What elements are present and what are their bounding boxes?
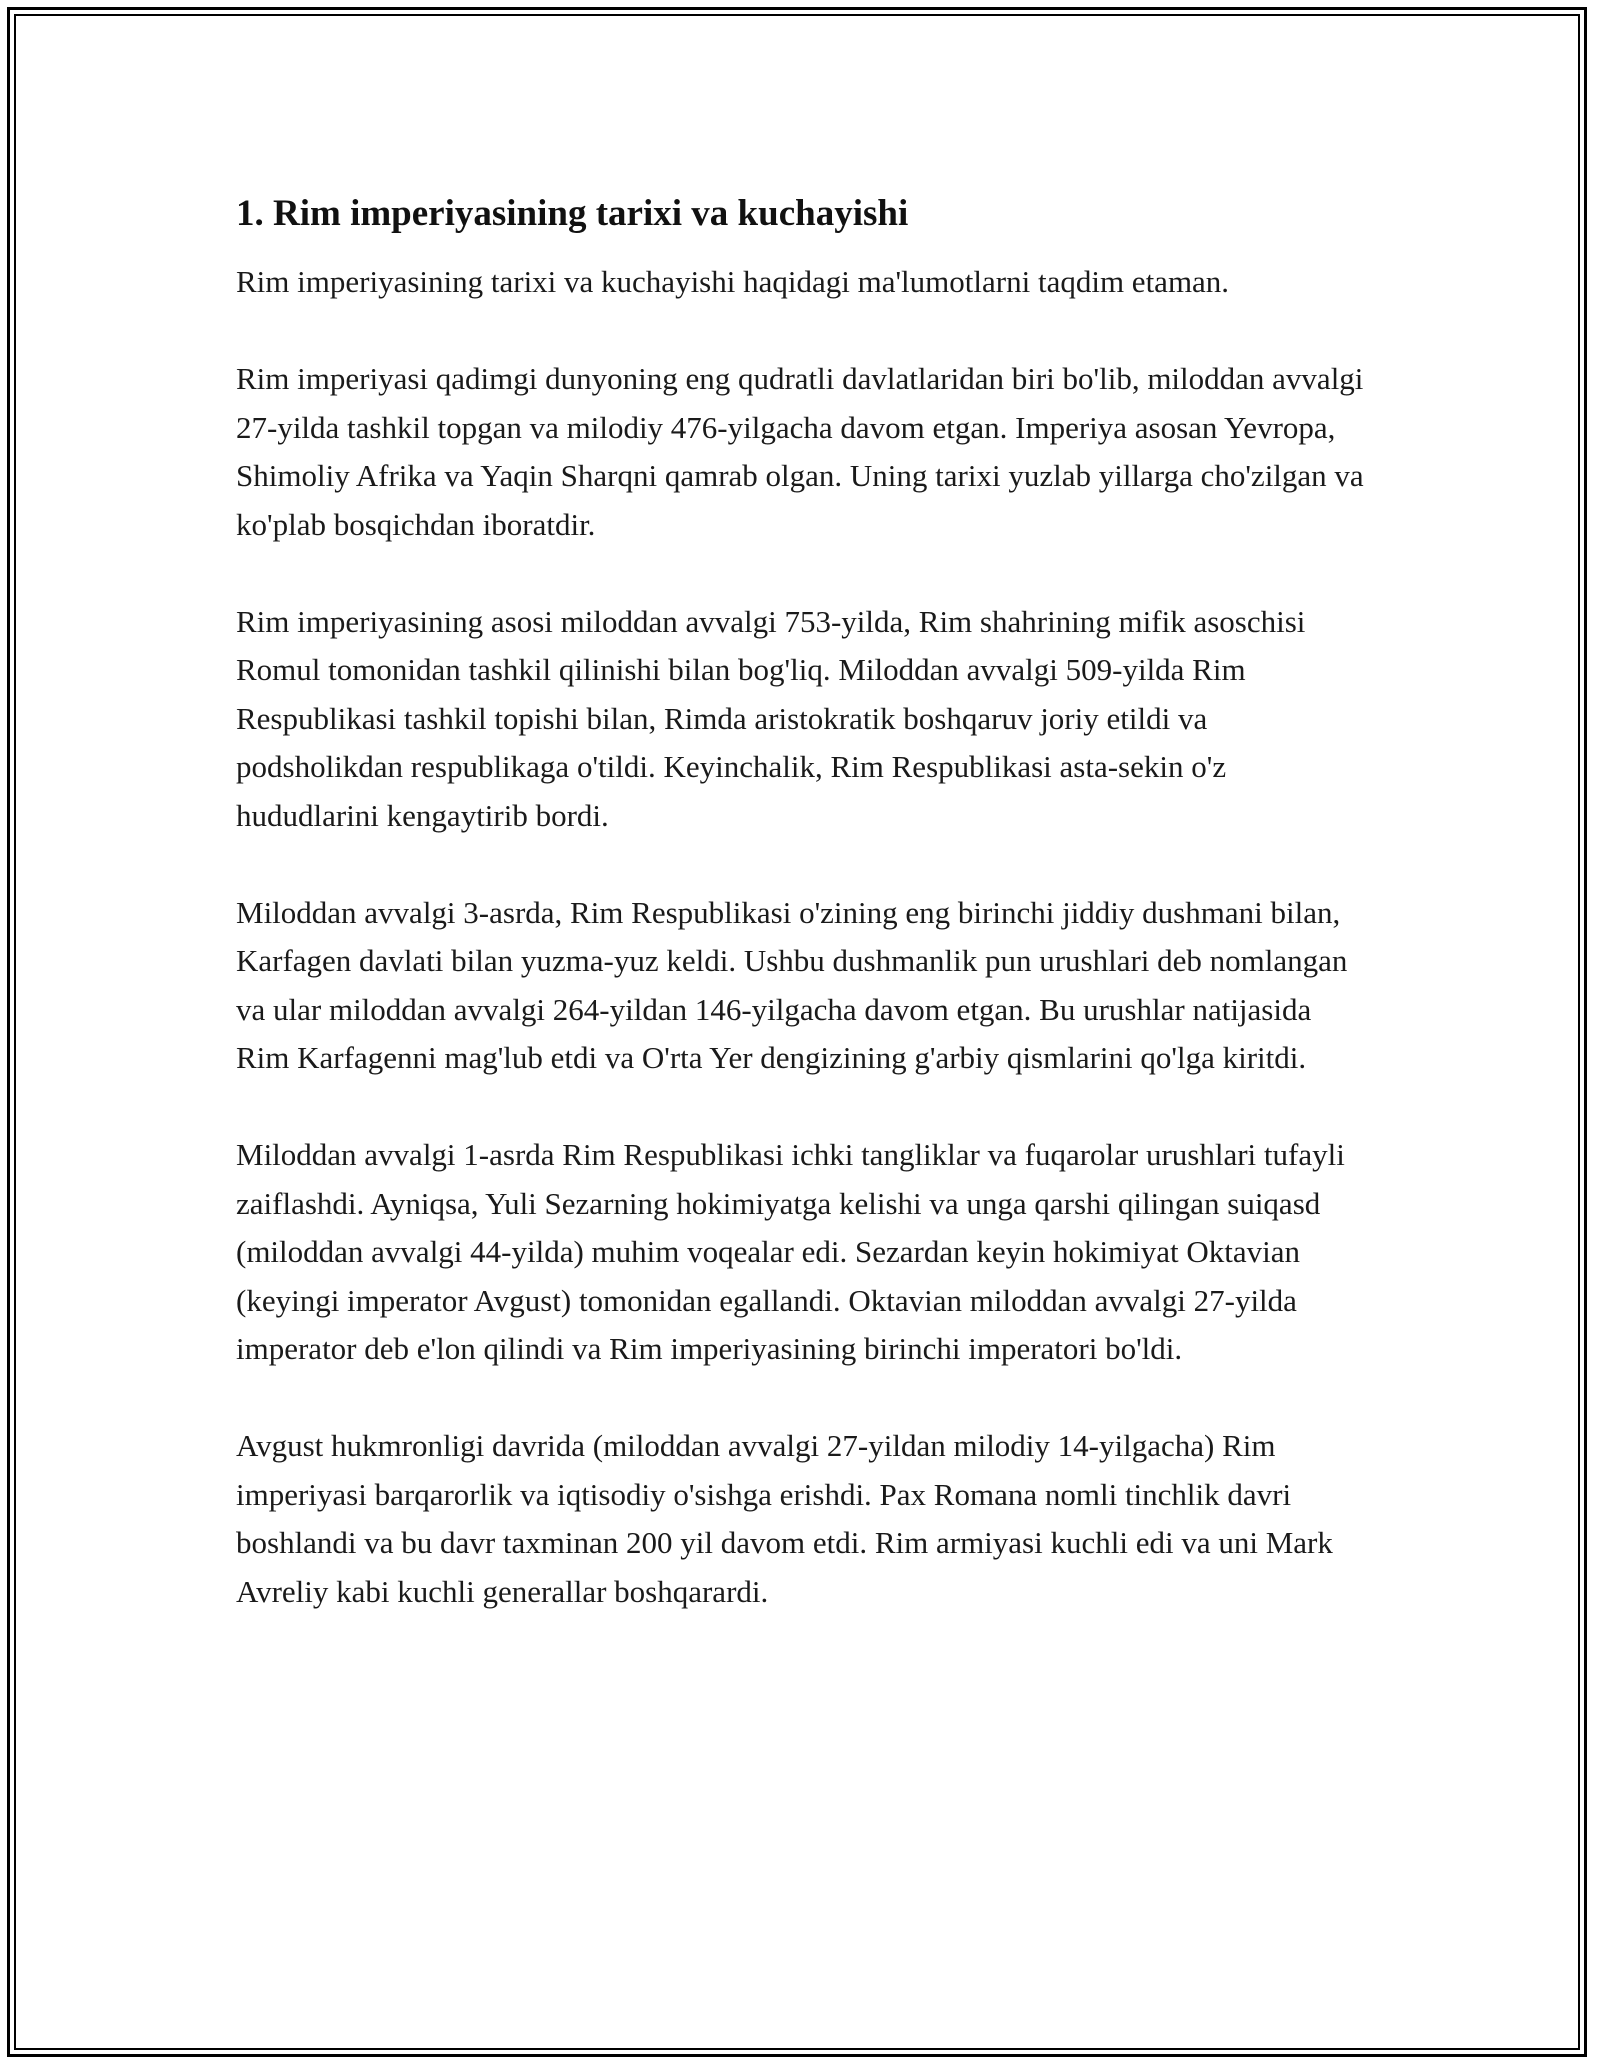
paragraph-civil-wars: Miloddan avvalgi 1-asrda Rim Respublikasi ichki tangliklar va fuqarolar urushlari tufayli zaiflashdi. Ayniqsa, Yuli Sezarning hokimiyatga kelishi va unga qarshi qilingan suiqasd (miloddan avvalgi 44-yilda) muhim voqealar edi. Sezardan keyin hokimiyat Oktavian (keyingi imperator Avgust) tomonidan egallandi. Oktavian miloddan avvalgi 27-yilda imperator deb e'lon qilindi va Rim imperiyasining birinchi imperatori bo'ldi. bbox=[236, 1137, 1345, 1366]
paragraph-overview: Rim imperiyasi qadimgi dunyoning eng qudratli davlatlaridan biri bo'lib, miloddan avvalgi 27-yilda tashkil topgan va milodiy 476-yilgacha davom etgan. Imperiya asosan Yevropa, Shimoliy Afrika va Yaqin Sharqni qamrab olgan. Uning tarixi yuzlab yillarga cho'zilgan va ko'plab bosqichdan iboratdir. bbox=[236, 361, 1364, 542]
section-heading: 1. Rim imperiyasining tarixi va kuchayishi bbox=[236, 193, 909, 234]
paragraph-intro: Rim imperiyasining tarixi va kuchayishi haqidagi ma'lumotlarni taqdim etaman. bbox=[236, 264, 1230, 299]
document-body bbox=[236, 186, 1366, 1665]
paragraph-founding: Rim imperiyasining asosi miloddan avvalgi 753-yilda, Rim shahrining mifik asoschisi Romul tomonidan tashkil qilinishi bilan bog'liq. Miloddan avvalgi 509-yilda Rim Respublikasi tashkil topishi bilan, Rimda aristokratik boshqaruv joriy etildi va podsholikdan respublikaga o'tildi. Keyinchalik, Rim Respublikasi asta-sekin o'z hududlarini kengaytirib bordi. bbox=[236, 603, 1306, 833]
paragraph-augustus: Avgust hukmronligi davrida (miloddan avvalgi 27-yildan milodiy 14-yilgacha) Rim imperiyasi barqarorlik va iqtisodiy o'sishga erishdi. Pax Romana nomli tinchlik davri boshlandi va bu davr taxminan 200 yil davom etdi. Rim armiyasi kuchli edi va uni Mark Avreliy kabi kuchli generallar boshqarardi. bbox=[236, 1428, 1333, 1609]
paragraph-punic-wars: Miloddan avvalgi 3-asrda, Rim Respublikasi o'zining eng birinchi jiddiy dushmani bilan, Karfagen davlati bilan yuzma-yuz keldi. Ushbu dushmanlik pun urushlari deb nomlangan va ular miloddan avvalgi 264-yildan 146-yilgacha davom etgan. Bu urushlar natijasida Rim Karfagenni mag'lub etdi va O'rta Yer dengizining g'arbiy qismlarini qo'lga kiritdi. bbox=[236, 894, 1348, 1075]
